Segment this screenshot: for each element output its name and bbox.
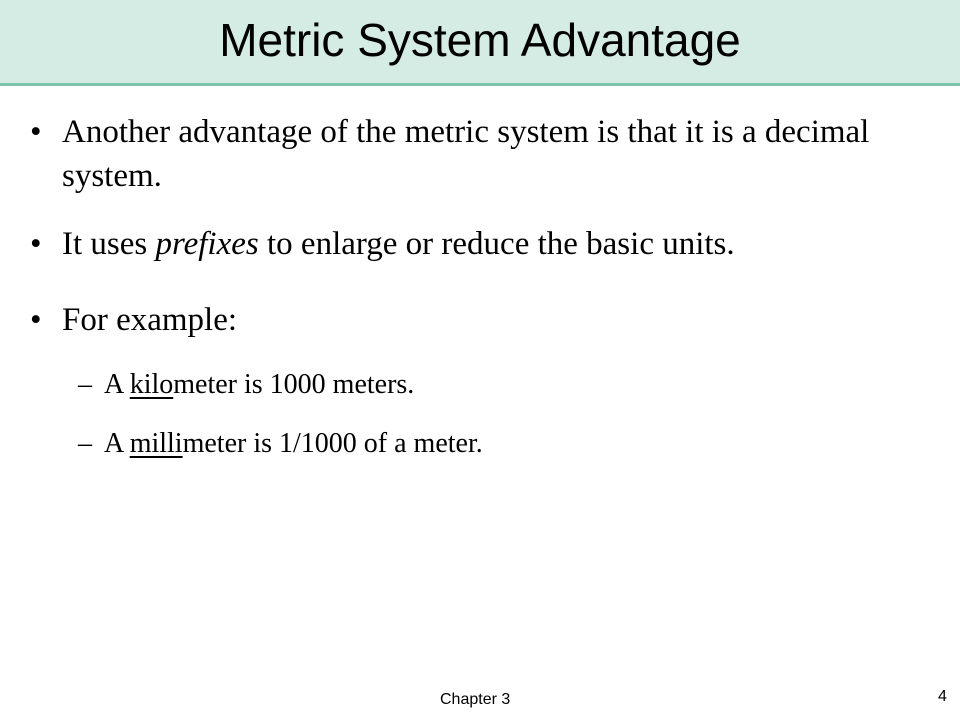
sub-lead: A [104,369,130,400]
slide-title: Metric System Advantage [219,14,741,66]
bullet-text-rest: to enlarge or reduce the basic units. [258,226,735,262]
dash-icon: – [78,369,92,400]
dash-icon: – [78,428,92,459]
prefixes-emphasis: prefixes [155,226,259,262]
prefix-kilo: kilo [129,369,174,400]
bullet-text-lead: It uses [62,226,156,262]
sub-rest: meter is 1000 meters. [173,369,415,400]
bullet-dot-icon: • [30,114,42,150]
bullet-text: Another advantage of the metric system is that it is a decimal system. [62,114,870,194]
bullet-dot-icon: • [30,226,42,262]
bullet-dot-icon: • [30,302,42,338]
prefix-milli: milli [129,428,183,459]
sub-lead: A [104,428,130,459]
sub-bullet-text [104,426,483,462]
sub-bullet-text [104,367,414,403]
bullet-text [62,222,942,266]
footer-chapter: Chapter 3 [440,691,511,708]
bullet-text: For example: [62,302,238,338]
page-number: 4 [938,688,947,705]
sub-rest: meter is 1/1000 of a meter. [182,428,483,459]
